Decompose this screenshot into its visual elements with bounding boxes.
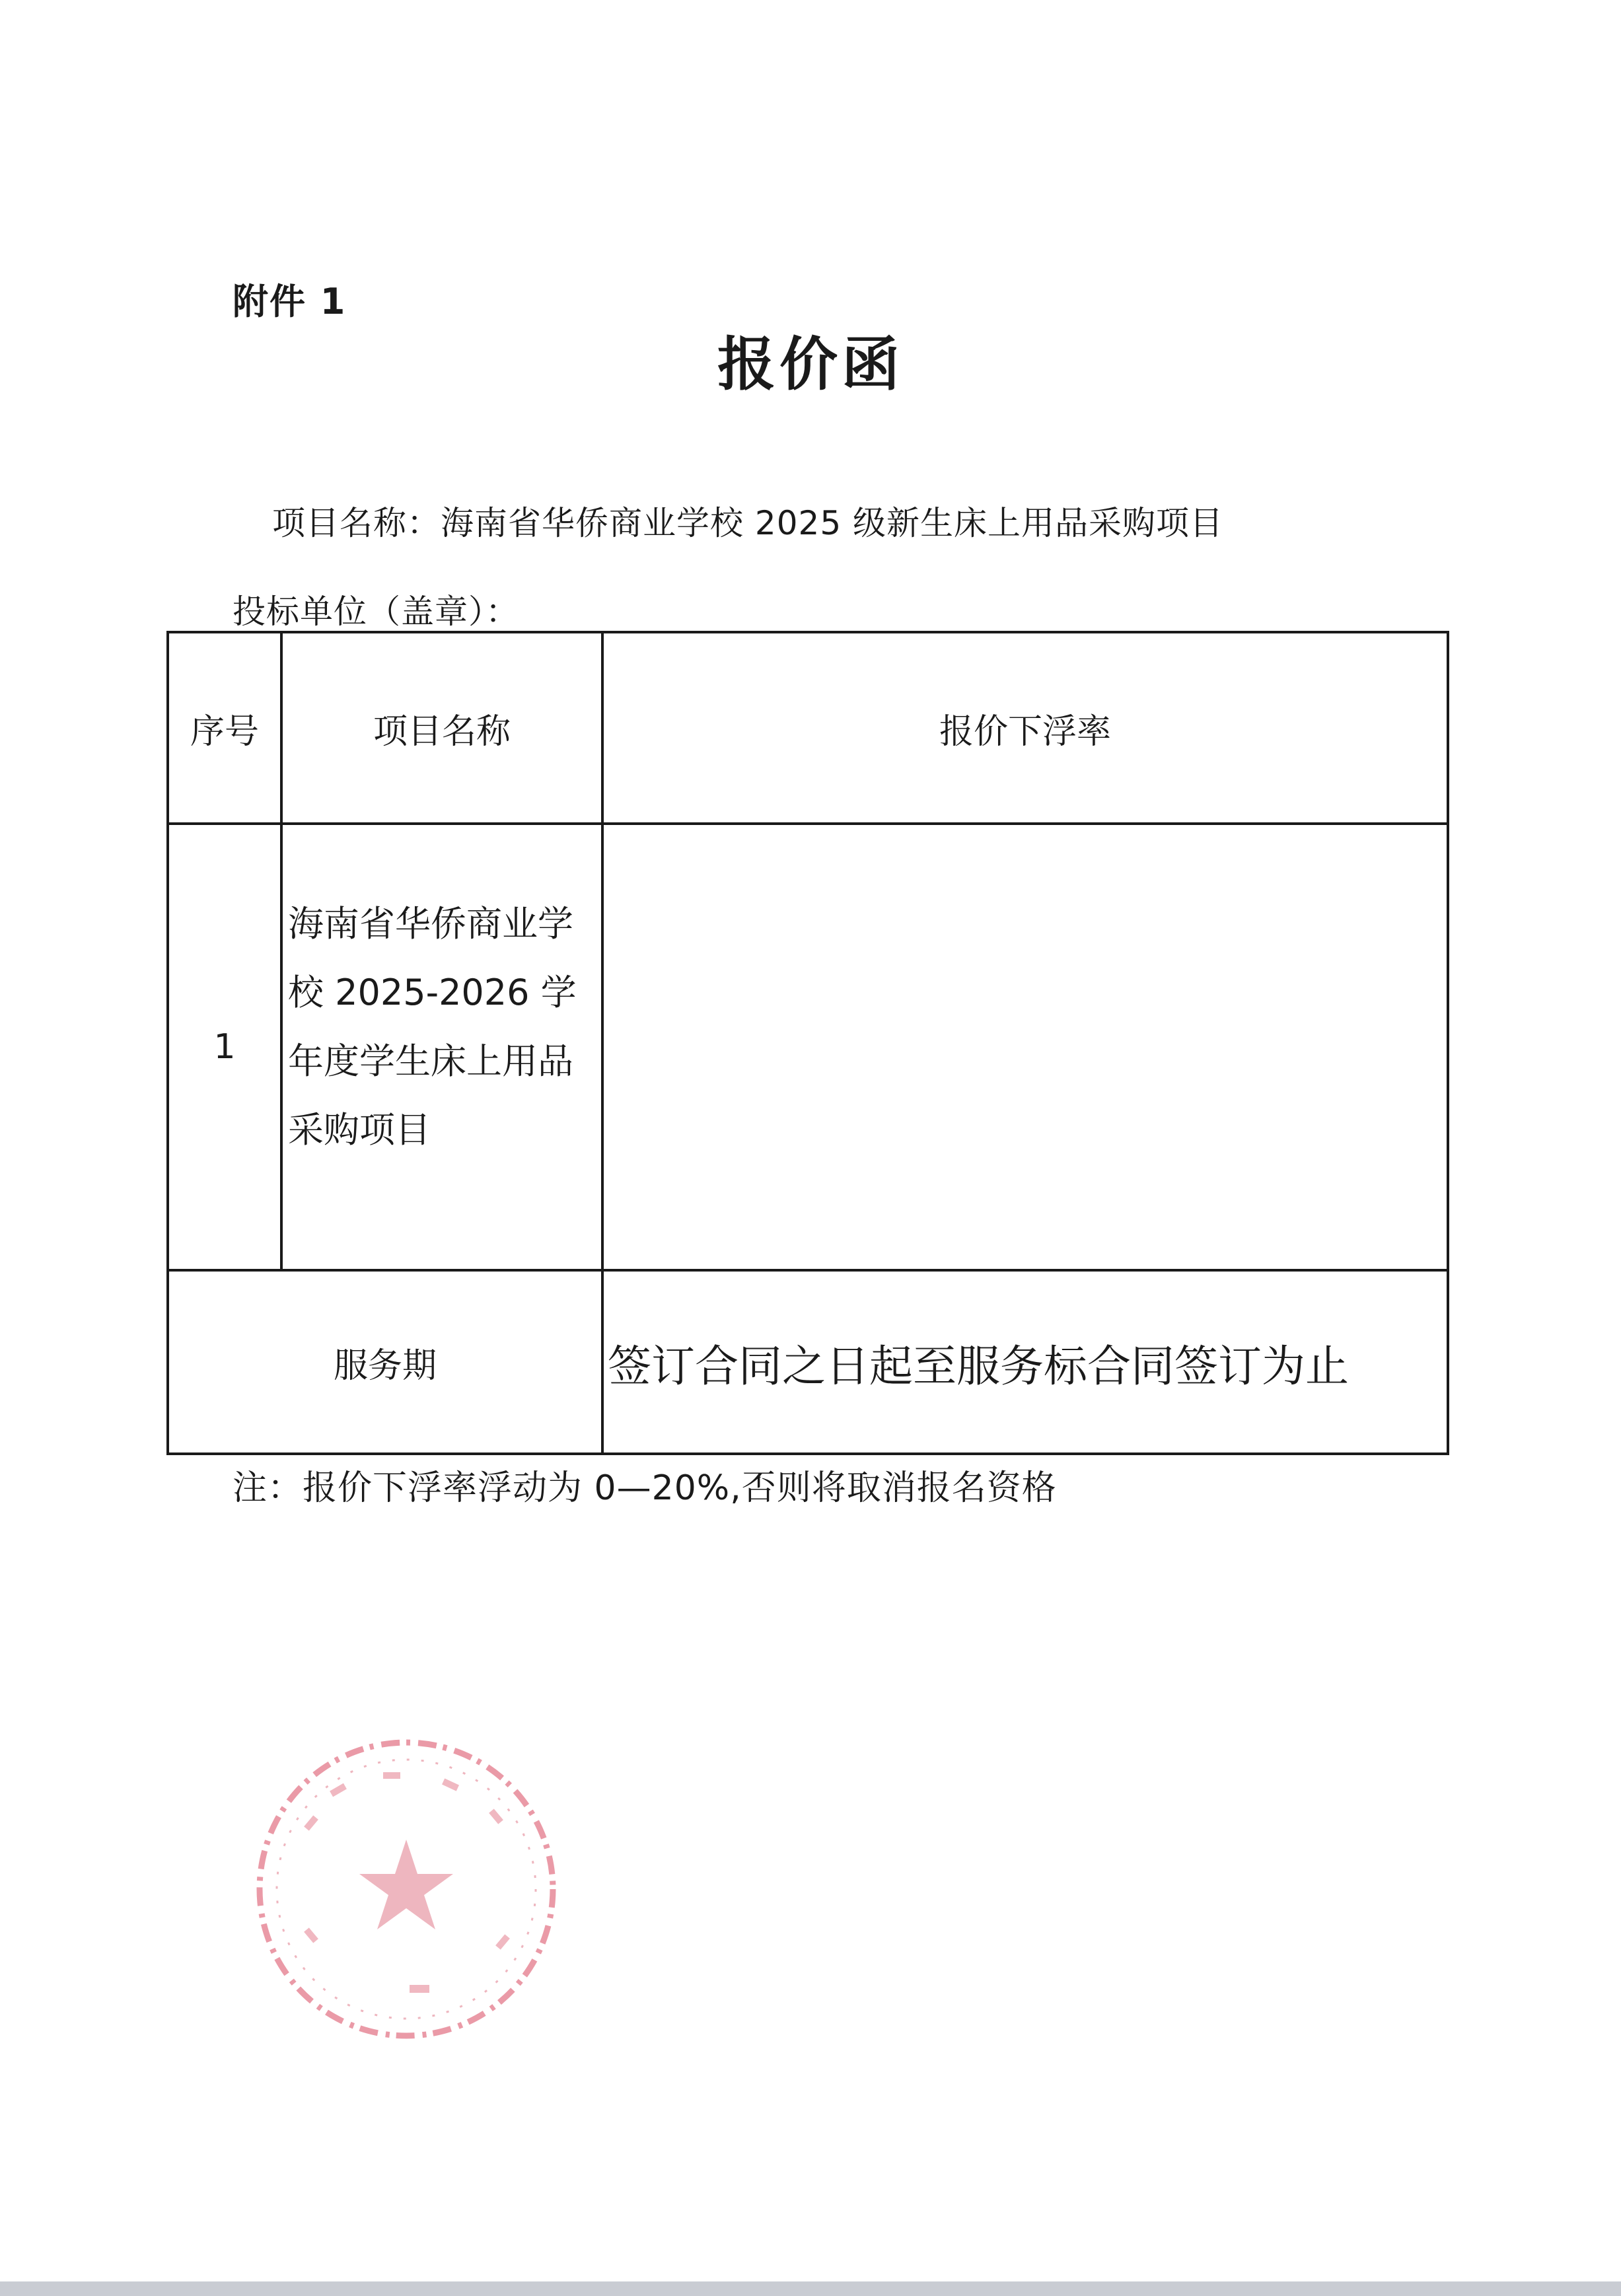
cell-project-name	[281, 824, 602, 1270]
header-rate: 报价下浮率	[602, 632, 1448, 824]
quote-table	[166, 631, 1449, 1455]
header-project-name: 项目名称	[281, 632, 602, 824]
scan-edge	[0, 2281, 1621, 2296]
official-seal	[251, 1734, 561, 2044]
table-header-row	[168, 632, 1448, 824]
table-row	[168, 824, 1448, 1270]
attachment-label: 附件 1	[233, 281, 347, 322]
service-period-value: 签订合同之日起至服务标合同签订为止	[602, 1270, 1448, 1454]
service-period-label: 服务期	[168, 1270, 602, 1454]
cell-seq: 1	[168, 824, 281, 1270]
bidder-seal-line: 投标单位（盖章）：	[233, 592, 519, 631]
star-icon	[359, 1840, 453, 1929]
cell-project-name-text: 海南省华侨商业学校 2025-2026 学年度学生床上用品采购项目	[288, 903, 577, 1151]
project-name-line: 项目名称：海南省华侨商业学校 2025 级新生床上用品采购项目	[272, 504, 1224, 542]
document-title: 报价函	[717, 330, 904, 398]
cell-rate	[602, 824, 1448, 1270]
note: 注：报价下浮率浮动为 0—20%,否则将取消报名资格	[233, 1468, 1057, 1508]
service-period-row	[168, 1270, 1448, 1454]
header-seq: 序号	[168, 632, 281, 824]
